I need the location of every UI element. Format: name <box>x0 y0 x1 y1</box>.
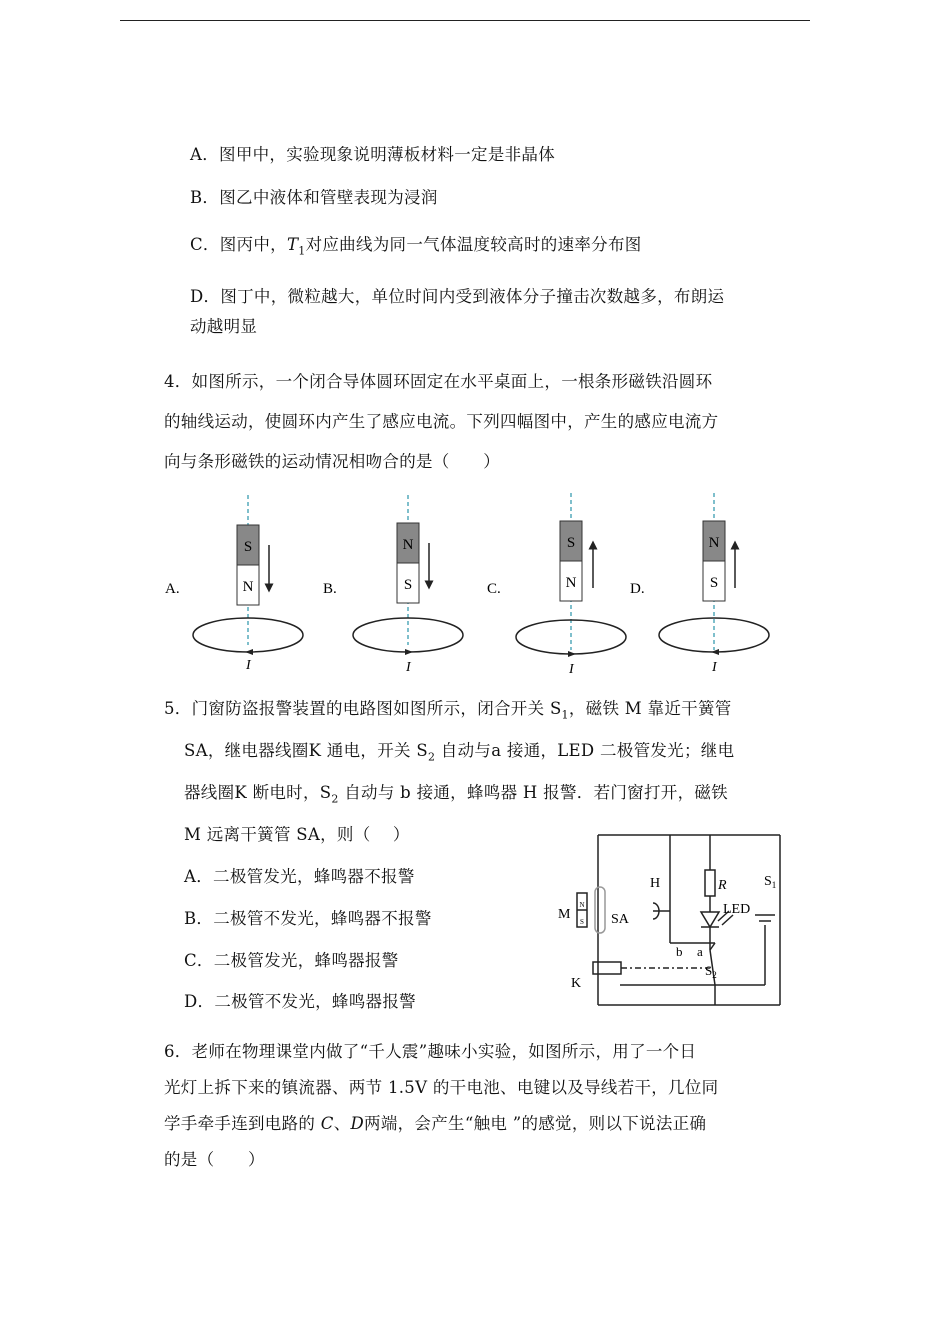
q4-figure-a-bottom-pole: N <box>242 579 254 595</box>
header-rule <box>120 20 810 21</box>
q5-label-s2-sub: 2 <box>712 970 717 980</box>
q5-label-s1-sub: 1 <box>771 880 777 890</box>
q6-point-c: C <box>320 1114 334 1133</box>
q4-figure-b-current: I <box>406 660 411 675</box>
q5-option-c: C．二极管发光，蜂鸣器报警 <box>184 951 399 970</box>
q5-stem-line4: M 远离干簧管 SA，则（ ） <box>184 825 410 844</box>
q5-stem-line3-a: 器线圈K 断电时，S <box>184 783 332 802</box>
q5-circuit-diagram <box>555 825 795 1010</box>
q5-stem-line2-a: SA，继电器线圈K 通电，开关 S <box>184 741 428 760</box>
q6-stem-line3-a: 学手牵手连到电路的 <box>164 1114 321 1133</box>
q4-stem-line3: 向与条形磁铁的运动情况相吻合的是（ ） <box>164 452 500 471</box>
q4-figure-a-current: I <box>246 658 251 673</box>
q6-stem-line3 <box>164 1112 706 1136</box>
q5-stem-line3 <box>184 781 728 811</box>
q4-figure-b-bottom-pole: S <box>403 577 413 593</box>
q4-stem-line1: 4．如图所示，一个闭合导体圆环固定在水平桌面上，一根条形磁铁沿圆环 <box>164 372 713 391</box>
q5-label-s2 <box>705 963 717 980</box>
q5-label-a: a <box>697 944 703 959</box>
q3-option-c-sub: 1 <box>298 244 306 258</box>
q5-stem-line1 <box>164 697 732 727</box>
q3-option-a: A．图甲中，实验现象说明薄板材料一定是非晶体 <box>190 145 556 164</box>
q5-stem-line1-a: 5．门窗防盗报警装置的电路图如图所示，闭合开关 S <box>164 699 562 718</box>
q3-option-b: B．图乙中液体和管壁表现为浸润 <box>190 188 438 207</box>
q4-figures <box>150 485 800 675</box>
q4-figure-c-top-pole: S <box>566 535 576 551</box>
q4-figure-d-top-pole: N <box>708 535 720 551</box>
q4-figure-d-current: I <box>712 660 717 675</box>
q4-figure-b <box>323 495 463 675</box>
q5-label-sa: SA <box>611 912 629 927</box>
q5-label-n: N <box>579 901 585 909</box>
q3-option-c-var: T <box>286 235 299 254</box>
q6-stem-line1: 6．老师在物理课堂内做了“千人震”趣味小实验，如图所示，用了一个日 <box>164 1042 697 1061</box>
q4-figure-d-label: D. <box>630 581 645 597</box>
q4-figure-c-bottom-pole: N <box>565 575 577 591</box>
q4-figure-a <box>165 495 303 673</box>
q5-option-a: A．二极管发光，蜂鸣器不报警 <box>184 867 415 886</box>
q4-figure-c-current: I <box>569 662 574 675</box>
q5-stem-line1-b: ，磁铁 M 靠近干簧管 <box>568 699 732 718</box>
q5-stem-line2-sub: 2 <box>427 750 436 764</box>
q6-point-d: D <box>350 1114 365 1133</box>
q5-stem-line3-sub: 2 <box>331 792 339 806</box>
q4-figure-b-top-pole: N <box>402 537 414 553</box>
q5-label-s: S <box>580 918 584 926</box>
q4-figure-a-top-pole: S <box>243 539 253 555</box>
q3-option-c-prefix: C．图丙中， <box>190 235 287 254</box>
q5-label-h: H <box>650 876 661 891</box>
q4-figure-c-label: C. <box>487 581 501 597</box>
q5-label-s1-text: S <box>764 874 772 889</box>
q5-label-b: b <box>676 944 683 959</box>
q4-figure-b-label: B. <box>323 581 337 597</box>
q4-figure-d <box>630 493 769 675</box>
q6-stem-line3-mid: 、 <box>333 1114 351 1133</box>
q5-label-k: K <box>571 976 582 991</box>
q5-option-b: B．二极管不发光，蜂鸣器不报警 <box>184 909 432 928</box>
q4-figure-c <box>487 493 626 675</box>
q6-stem-line2: 光灯上拆下来的镇流器、两节 1.5V 的干电池、电键以及导线若干，几位同 <box>164 1078 719 1097</box>
q6-stem-line4: 的是（ ） <box>164 1150 265 1169</box>
q5-stem-line2 <box>184 739 734 769</box>
q5-label-m: M <box>558 907 571 922</box>
q5-stem-line2-b: 自动与a 接通，LED 二极管发光；继电 <box>435 741 735 760</box>
q4-figure-d-bottom-pole: S <box>709 575 719 591</box>
q5-label-s2-text: S <box>705 963 713 978</box>
q3-option-d-line1: D．图丁中，微粒越大，单位时间内受到液体分子撞击次数越多，布朗运 <box>190 287 725 306</box>
q5-stem-line1-sub: 1 <box>561 708 569 722</box>
q4-figure-a-label: A. <box>165 581 180 597</box>
q5-label-led: LED <box>723 902 751 917</box>
q5-option-d: D．二极管不发光，蜂鸣器报警 <box>184 992 416 1011</box>
q5-stem-line3-b: 自动与 b 接通，蜂鸣器 H 报警．若门窗打开，磁铁 <box>338 783 728 802</box>
q5-label-r: R <box>718 878 727 893</box>
q3-option-d-line2: 动越明显 <box>190 317 258 336</box>
q4-stem-line2: 的轴线运动，使圆环内产生了感应电流。下列四幅图中，产生的感应电流方 <box>164 412 719 431</box>
q3-option-c-suffix: 对应曲线为同一气体温度较高时的速率分布图 <box>305 235 642 254</box>
q5-label-s1 <box>764 874 776 890</box>
q6-stem-line3-b: 两端，会产生“触电 ”的感觉，则以下说法正确 <box>364 1114 707 1133</box>
q3-option-c <box>190 233 642 263</box>
